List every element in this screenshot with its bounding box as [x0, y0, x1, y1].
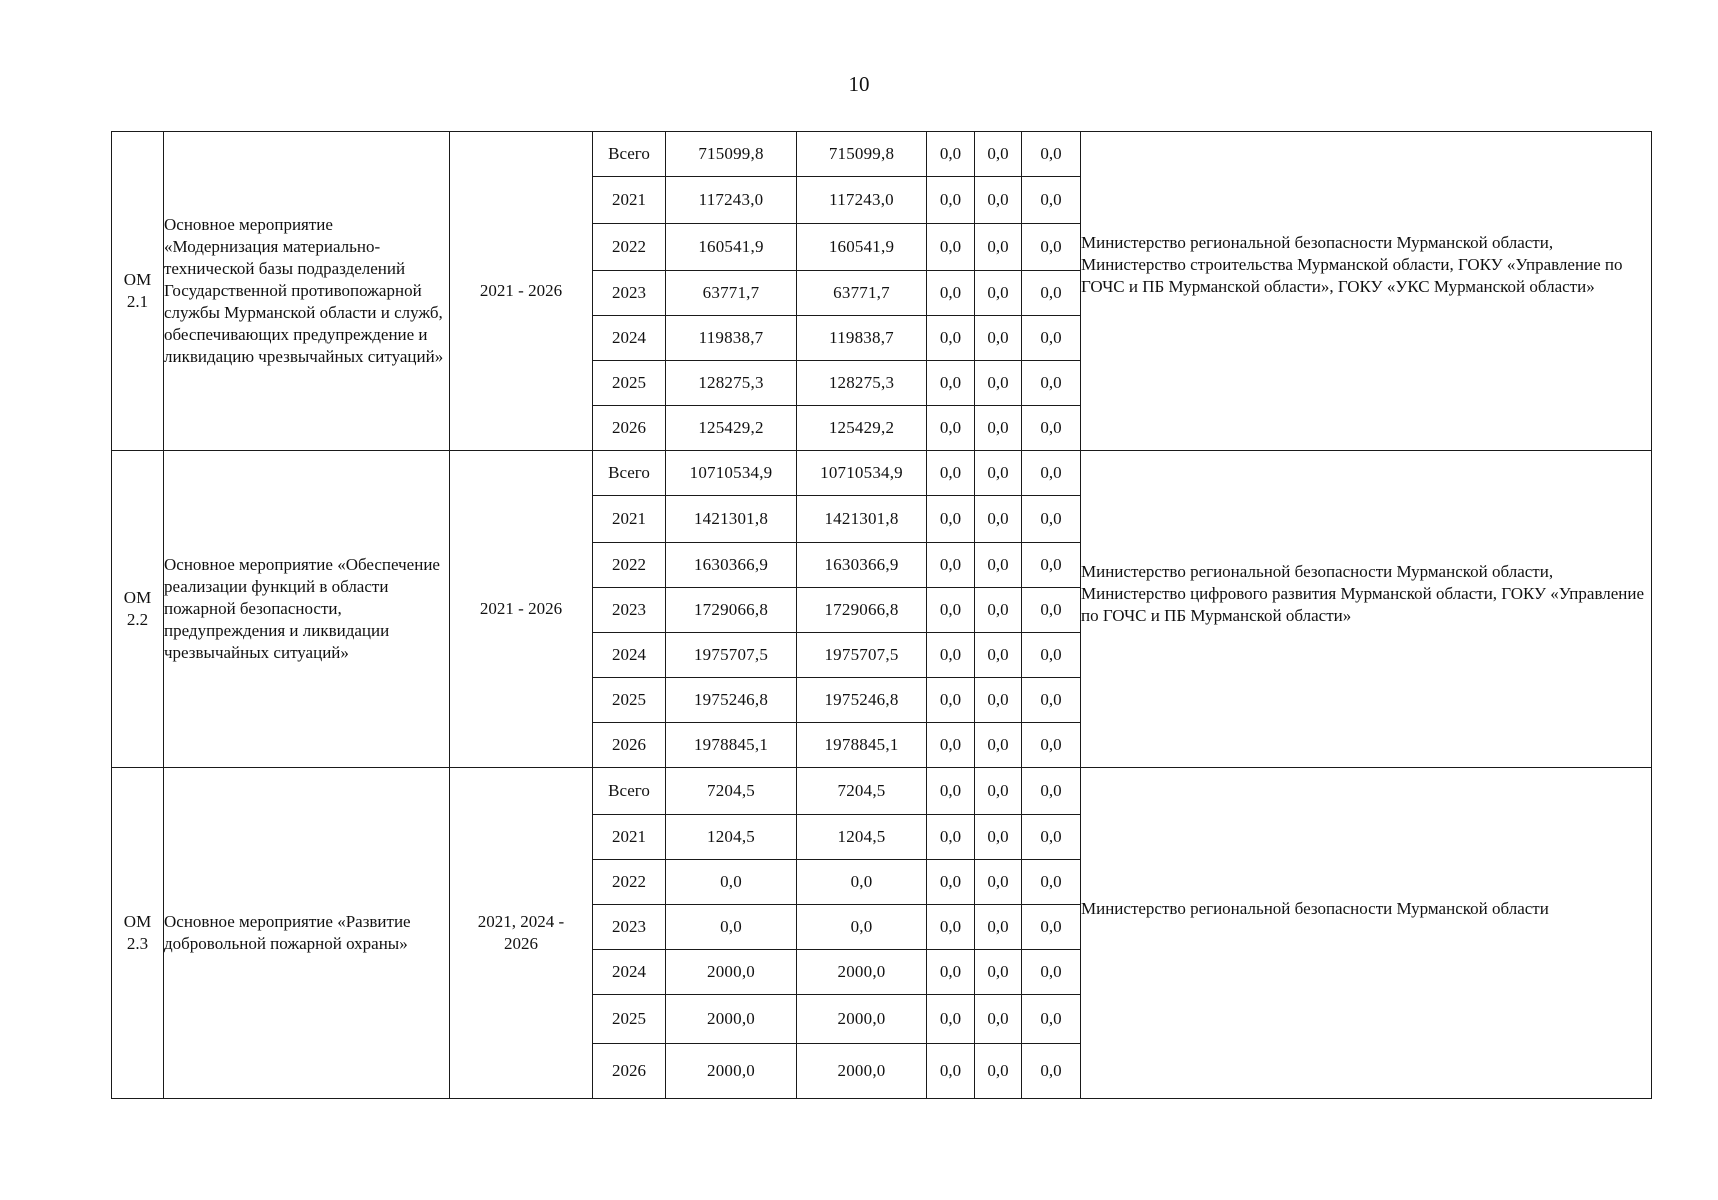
responsible-executors: [1081, 451, 1652, 768]
other-cell: 0,0: [1022, 361, 1081, 406]
federal-cell: 0,0: [927, 496, 975, 543]
regional-cell: 0,0: [797, 860, 927, 905]
other-cell: 0,0: [1022, 132, 1081, 177]
regional-cell: 119838,7: [797, 316, 927, 361]
regional-cell: 715099,8: [797, 132, 927, 177]
regional-cell: 63771,7: [797, 271, 927, 316]
federal-cell: 0,0: [927, 271, 975, 316]
regional-cell: 128275,3: [797, 361, 927, 406]
local-cell: 0,0: [975, 678, 1022, 723]
regional-cell: 0,0: [797, 905, 927, 950]
other-cell: 0,0: [1022, 451, 1081, 496]
local-cell: 0,0: [975, 316, 1022, 361]
other-cell: 0,0: [1022, 316, 1081, 361]
federal-cell: 0,0: [927, 588, 975, 633]
year-cell: 2024: [593, 633, 666, 678]
total-cell: 1729066,8: [666, 588, 797, 633]
local-cell: 0,0: [975, 588, 1022, 633]
total-cell: 1975246,8: [666, 678, 797, 723]
federal-cell: 0,0: [927, 177, 975, 224]
regional-cell: 10710534,9: [797, 451, 927, 496]
federal-cell: 0,0: [927, 451, 975, 496]
year-cell: 2025: [593, 995, 666, 1044]
responsible-executors: [1081, 132, 1652, 451]
other-cell: 0,0: [1022, 860, 1081, 905]
other-cell: 0,0: [1022, 177, 1081, 224]
local-cell: 0,0: [975, 723, 1022, 768]
regional-cell: 1630366,9: [797, 543, 927, 588]
total-cell: 2000,0: [666, 950, 797, 995]
local-cell: 0,0: [975, 361, 1022, 406]
federal-cell: 0,0: [927, 768, 975, 815]
measure-name: Основное мероприятие «Развитие добровольной пожарной охраны»: [164, 768, 450, 1099]
federal-cell: 0,0: [927, 132, 975, 177]
federal-cell: 0,0: [927, 406, 975, 451]
regional-cell: 117243,0: [797, 177, 927, 224]
page-number: 10: [848, 72, 870, 96]
federal-cell: 0,0: [927, 361, 975, 406]
table-row: [112, 451, 1652, 496]
regional-cell: 1729066,8: [797, 588, 927, 633]
year-cell: 2026: [593, 406, 666, 451]
regional-cell: 1975246,8: [797, 678, 927, 723]
local-cell: 0,0: [975, 1044, 1022, 1099]
federal-cell: 0,0: [927, 995, 975, 1044]
local-cell: 0,0: [975, 860, 1022, 905]
regional-cell: 7204,5: [797, 768, 927, 815]
other-cell: 0,0: [1022, 995, 1081, 1044]
measure-name: Основное мероприятие «Обеспечение реализации функций в области пожарной безопасности, предупреждения и ликвидации чрезвычайных ситуаций»: [164, 451, 450, 768]
year-cell: 2021: [593, 177, 666, 224]
regional-cell: 2000,0: [797, 995, 927, 1044]
year-cell: 2026: [593, 1044, 666, 1099]
local-cell: 0,0: [975, 406, 1022, 451]
other-cell: 0,0: [1022, 768, 1081, 815]
year-cell: 2025: [593, 678, 666, 723]
total-cell: 715099,8: [666, 132, 797, 177]
total-cell: 1975707,5: [666, 633, 797, 678]
year-cell: 2024: [593, 950, 666, 995]
federal-cell: 0,0: [927, 678, 975, 723]
other-cell: 0,0: [1022, 633, 1081, 678]
regional-cell: 125429,2: [797, 406, 927, 451]
measure-code: ОМ 2.2: [112, 451, 164, 768]
year-cell: 2023: [593, 588, 666, 633]
total-cell: 63771,7: [666, 271, 797, 316]
federal-cell: 0,0: [927, 860, 975, 905]
year-cell: 2022: [593, 543, 666, 588]
measure-name: Основное мероприятие «Модернизация материально-технической базы подразделений Государственной противопожарной службы Мурманской области и служб, обеспечивающих предупреждение и ликвидацию чрезвычайных ситуаций»: [164, 132, 450, 451]
federal-cell: 0,0: [927, 950, 975, 995]
federal-cell: 0,0: [927, 815, 975, 860]
local-cell: 0,0: [975, 177, 1022, 224]
total-cell: 1204,5: [666, 815, 797, 860]
other-cell: 0,0: [1022, 678, 1081, 723]
local-cell: 0,0: [975, 815, 1022, 860]
total-cell: 1421301,8: [666, 496, 797, 543]
measure-period: 2021, 2024 - 2026: [450, 768, 593, 1099]
federal-cell: 0,0: [927, 1044, 975, 1099]
regional-cell: 1978845,1: [797, 723, 927, 768]
local-cell: 0,0: [975, 905, 1022, 950]
local-cell: 0,0: [975, 995, 1022, 1044]
year-cell: 2024: [593, 316, 666, 361]
local-cell: 0,0: [975, 496, 1022, 543]
year-cell: 2023: [593, 905, 666, 950]
other-cell: 0,0: [1022, 723, 1081, 768]
federal-cell: 0,0: [927, 905, 975, 950]
other-cell: 0,0: [1022, 815, 1081, 860]
other-cell: 0,0: [1022, 496, 1081, 543]
measure-period: 2021 - 2026: [450, 451, 593, 768]
year-cell: 2022: [593, 224, 666, 271]
table-row: [112, 132, 1652, 177]
total-cell: 2000,0: [666, 995, 797, 1044]
year-cell: 2026: [593, 723, 666, 768]
regional-cell: 1421301,8: [797, 496, 927, 543]
year-cell: 2021: [593, 815, 666, 860]
total-cell: 7204,5: [666, 768, 797, 815]
year-cell: Всего: [593, 768, 666, 815]
year-cell: 2022: [593, 860, 666, 905]
other-cell: 0,0: [1022, 588, 1081, 633]
local-cell: 0,0: [975, 768, 1022, 815]
measure-period: 2021 - 2026: [450, 132, 593, 451]
year-cell: 2023: [593, 271, 666, 316]
measure-code: ОМ 2.3: [112, 768, 164, 1099]
total-cell: 160541,9: [666, 224, 797, 271]
other-cell: 0,0: [1022, 224, 1081, 271]
local-cell: 0,0: [975, 224, 1022, 271]
other-cell: 0,0: [1022, 950, 1081, 995]
federal-cell: 0,0: [927, 633, 975, 678]
total-cell: 125429,2: [666, 406, 797, 451]
other-cell: 0,0: [1022, 905, 1081, 950]
regional-cell: 160541,9: [797, 224, 927, 271]
other-cell: 0,0: [1022, 271, 1081, 316]
regional-cell: 2000,0: [797, 1044, 927, 1099]
regional-cell: 1975707,5: [797, 633, 927, 678]
funding-table: [111, 131, 1652, 1099]
total-cell: 117243,0: [666, 177, 797, 224]
total-cell: 0,0: [666, 905, 797, 950]
regional-cell: 2000,0: [797, 950, 927, 995]
federal-cell: 0,0: [927, 224, 975, 271]
total-cell: 1630366,9: [666, 543, 797, 588]
other-cell: 0,0: [1022, 406, 1081, 451]
local-cell: 0,0: [975, 271, 1022, 316]
federal-cell: 0,0: [927, 723, 975, 768]
measure-code: ОМ 2.1: [112, 132, 164, 451]
total-cell: 2000,0: [666, 1044, 797, 1099]
local-cell: 0,0: [975, 950, 1022, 995]
federal-cell: 0,0: [927, 543, 975, 588]
total-cell: 1978845,1: [666, 723, 797, 768]
local-cell: 0,0: [975, 451, 1022, 496]
year-cell: Всего: [593, 132, 666, 177]
regional-cell: 1204,5: [797, 815, 927, 860]
total-cell: 0,0: [666, 860, 797, 905]
responsible-text: Министерство региональной безопасности Мурманской области: [1081, 899, 1549, 918]
year-cell: 2025: [593, 361, 666, 406]
other-cell: 0,0: [1022, 543, 1081, 588]
year-cell: Всего: [593, 451, 666, 496]
other-cell: 0,0: [1022, 1044, 1081, 1099]
responsible-text: Министерство региональной безопасности Мурманской области, Министерство строительства Мурманской области, ГОКУ «Управление по ГОЧС и ПБ Мурманской области», ГОКУ «УКС Мурманской области»: [1081, 233, 1623, 296]
year-cell: 2021: [593, 496, 666, 543]
total-cell: 10710534,9: [666, 451, 797, 496]
responsible-text: Министерство региональной безопасности Мурманской области, Министерство цифрового развития Мурманской области, ГОКУ «Управление по ГОЧС и ПБ Мурманской области»: [1081, 562, 1645, 625]
table-row: [112, 768, 1652, 815]
local-cell: 0,0: [975, 132, 1022, 177]
federal-cell: 0,0: [927, 316, 975, 361]
total-cell: 128275,3: [666, 361, 797, 406]
local-cell: 0,0: [975, 543, 1022, 588]
total-cell: 119838,7: [666, 316, 797, 361]
local-cell: 0,0: [975, 633, 1022, 678]
responsible-executors: [1081, 768, 1652, 1099]
